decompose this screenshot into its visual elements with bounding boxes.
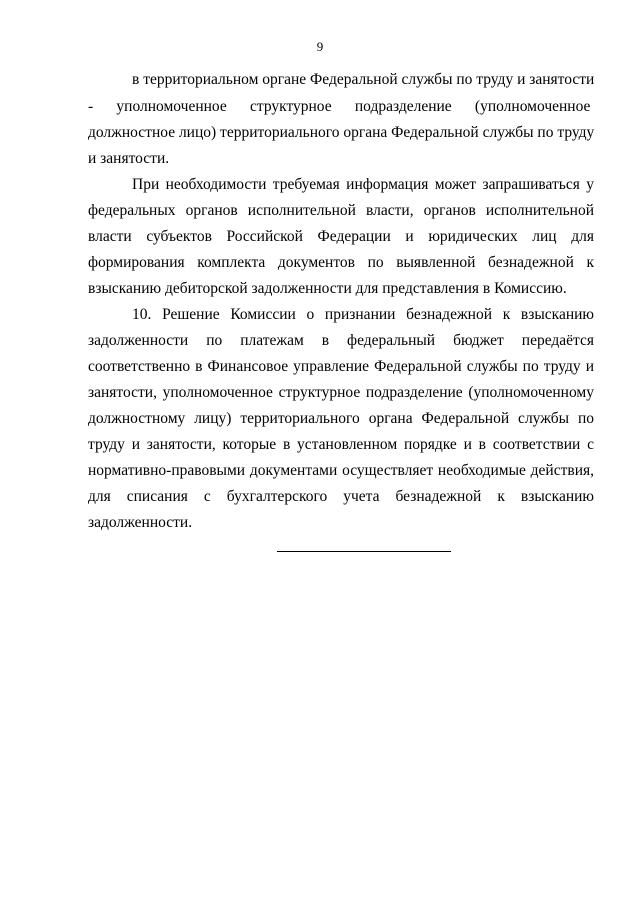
text-line: должностное лицо) территориального органа Федеральной службы по труду xyxy=(88,124,595,141)
text-line: - уполномоченное структурное подразделение (уполномоченное xyxy=(88,98,591,115)
text-line: формирования комплекта документов по выявленной безнадежной к xyxy=(88,254,594,271)
text-line: занятости, уполномоченное структурное подразделение (уполномоченному xyxy=(88,384,594,401)
closing-rule xyxy=(277,551,451,552)
text-line: и занятости. xyxy=(88,150,170,167)
page-number: 9 xyxy=(316,39,324,54)
text-line: задолженности по платежам в федеральный бюджет передаётся xyxy=(88,332,594,349)
text-line: соответственно в Финансовое управление Федеральной службы по труду и xyxy=(88,358,594,375)
text-line: должностному лицу) территориального органа Федеральной службы по xyxy=(88,410,594,427)
text-line: взысканию дебиторской задолженности для представления в Комиссию. xyxy=(88,280,567,297)
text-line: власти субъектов Российской Федерации и юридических лиц для xyxy=(88,228,594,245)
text-line: 10. Решение Комиссии о признании безнадежной к взысканию xyxy=(132,306,594,323)
text-line: федеральных органов исполнительной власти, органов исполнительной xyxy=(88,202,594,219)
text-line: задолженности. xyxy=(88,514,193,531)
text-line: в территориальном органе Федеральной службы по труду и занятости xyxy=(132,71,595,88)
text-line: нормативно-правовыми документами осуществляет необходимые действия, xyxy=(88,462,594,479)
text-line: труду и занятости, которые в установленном порядке и в соответствии с xyxy=(88,436,594,453)
text-line: При необходимости требуемая информация может запрашиваться у xyxy=(132,176,594,193)
text-line: для списания с бухгалтерского учета безнадежной к взысканию xyxy=(88,488,594,505)
